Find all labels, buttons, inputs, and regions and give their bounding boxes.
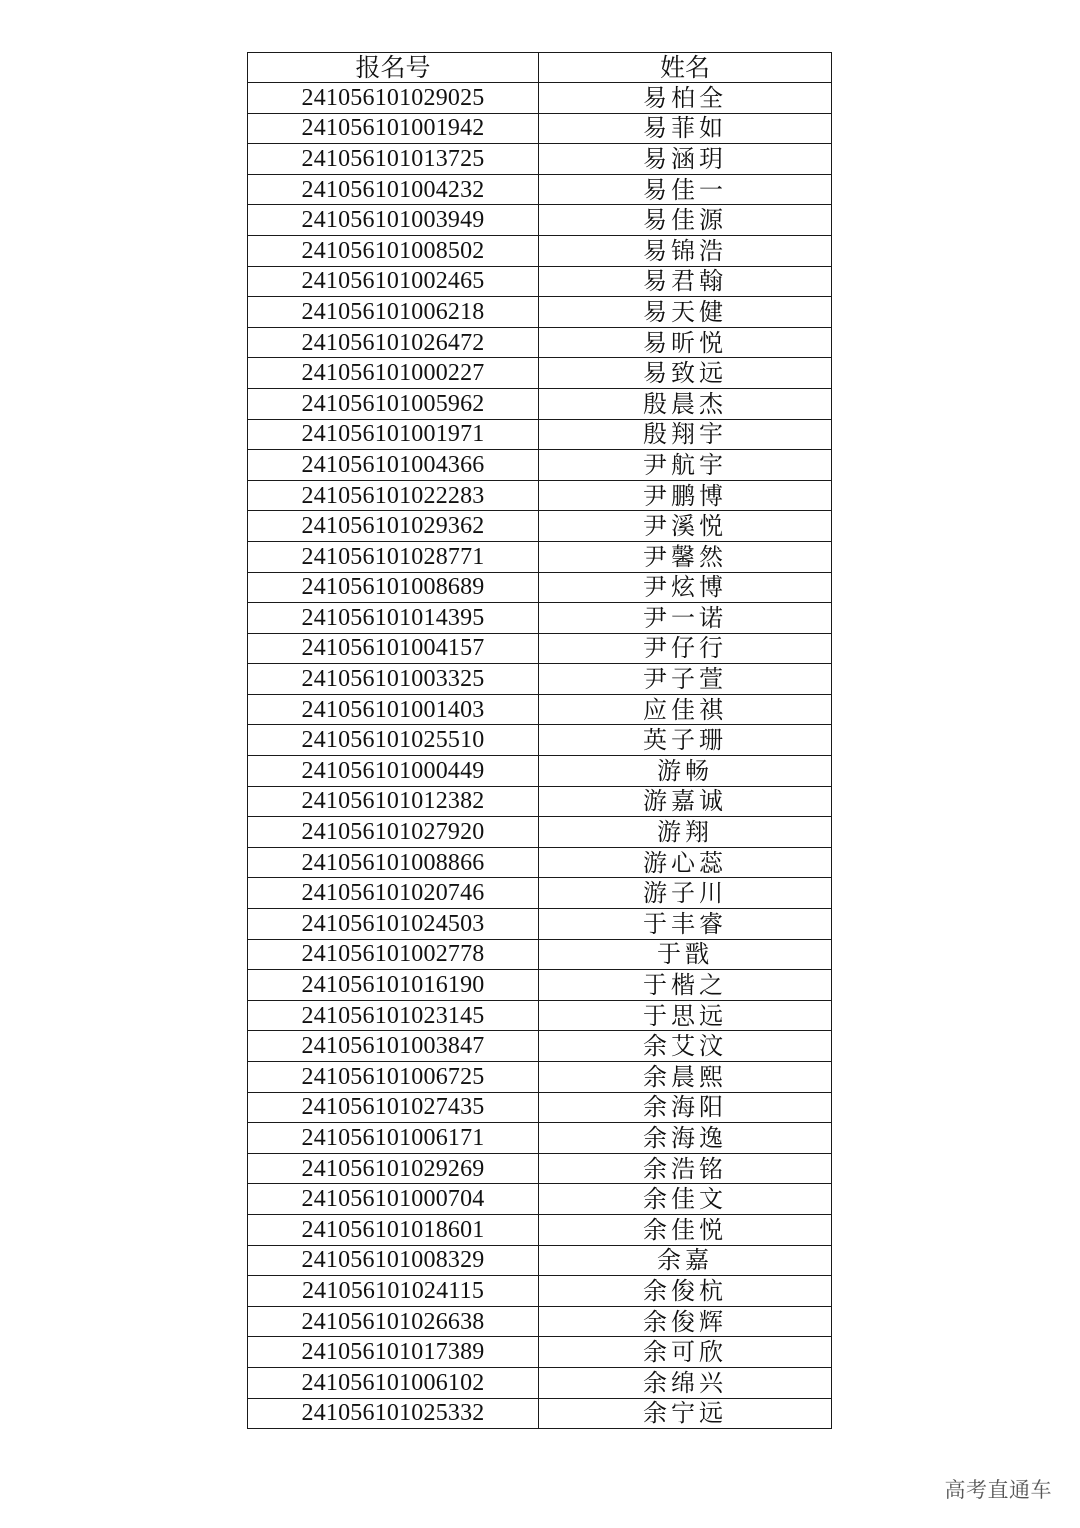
name-cell: 游翔 <box>539 817 832 848</box>
registration-number-cell: 241056101006218 <box>248 297 539 328</box>
registration-number-cell: 241056101014395 <box>248 603 539 634</box>
name-cell: 尹溪悦 <box>539 511 832 542</box>
registration-number-cell: 241056101001971 <box>248 419 539 450</box>
name-cell: 易锦浩 <box>539 235 832 266</box>
name-cell: 余俊杭 <box>539 1276 832 1307</box>
name-cell: 余嘉 <box>539 1245 832 1276</box>
table-row <box>248 1153 832 1184</box>
table-row <box>248 572 832 603</box>
registration-number-cell: 241056101006171 <box>248 1123 539 1154</box>
table-row <box>248 235 832 266</box>
name-cell: 余海逸 <box>539 1123 832 1154</box>
registration-number-cell: 241056101018601 <box>248 1214 539 1245</box>
name-cell: 英子珊 <box>539 725 832 756</box>
table-row <box>248 1031 832 1062</box>
registration-number-cell: 241056101000704 <box>248 1184 539 1215</box>
registration-number-cell: 241056101001942 <box>248 113 539 144</box>
name-cell: 余绵兴 <box>539 1367 832 1398</box>
name-cell: 游子川 <box>539 878 832 909</box>
table-row <box>248 144 832 175</box>
name-cell: 余浩铭 <box>539 1153 832 1184</box>
registration-number-cell: 241056101029025 <box>248 83 539 114</box>
registration-number-cell: 241056101006725 <box>248 1062 539 1093</box>
registration-number-cell: 241056101004366 <box>248 450 539 481</box>
registration-number-cell: 241056101004157 <box>248 633 539 664</box>
table-row <box>248 603 832 634</box>
table-header-row <box>248 53 832 83</box>
name-cell: 于丰睿 <box>539 909 832 940</box>
table-body <box>248 83 832 1429</box>
table-row <box>248 1367 832 1398</box>
registration-number-cell: 241056101028771 <box>248 541 539 572</box>
registration-number-cell: 241056101001403 <box>248 694 539 725</box>
name-cell: 游嘉诚 <box>539 786 832 817</box>
registration-number-cell: 241056101005962 <box>248 388 539 419</box>
registration-number-cell: 241056101002465 <box>248 266 539 297</box>
table-row <box>248 1062 832 1093</box>
name-cell: 易君翰 <box>539 266 832 297</box>
table-row <box>248 1184 832 1215</box>
name-cell: 易菲如 <box>539 113 832 144</box>
name-cell: 余宁远 <box>539 1398 832 1429</box>
table-row <box>248 297 832 328</box>
table-row <box>248 694 832 725</box>
table-row <box>248 1276 832 1307</box>
registration-number-cell: 241056101016190 <box>248 970 539 1001</box>
table-row <box>248 419 832 450</box>
registration-number-cell: 241056101008866 <box>248 847 539 878</box>
table-row <box>248 1214 832 1245</box>
table-row <box>248 541 832 572</box>
name-cell: 尹鹏博 <box>539 480 832 511</box>
registration-number-cell: 241056101003847 <box>248 1031 539 1062</box>
registration-number-cell: 241056101006102 <box>248 1367 539 1398</box>
name-cell: 于戬 <box>539 939 832 970</box>
table-row <box>248 909 832 940</box>
name-cell: 殷晨杰 <box>539 388 832 419</box>
registration-number-cell: 241056101027435 <box>248 1092 539 1123</box>
registration-number-cell: 241056101025332 <box>248 1398 539 1429</box>
name-cell: 余佳悦 <box>539 1214 832 1245</box>
registration-number-cell: 241056101004232 <box>248 174 539 205</box>
table-row <box>248 388 832 419</box>
registration-number-cell: 241056101002778 <box>248 939 539 970</box>
table-row <box>248 1306 832 1337</box>
registration-number-cell: 241056101008689 <box>248 572 539 603</box>
watermark-text: 高考直通车 <box>944 1478 1052 1502</box>
registration-number-cell: 241056101003949 <box>248 205 539 236</box>
table-row <box>248 1000 832 1031</box>
name-cell: 尹子萱 <box>539 664 832 695</box>
registration-number-cell: 241056101020746 <box>248 878 539 909</box>
registration-number-cell: 241056101023145 <box>248 1000 539 1031</box>
table-row <box>248 817 832 848</box>
name-cell: 应佳祺 <box>539 694 832 725</box>
registration-number-cell: 241056101008502 <box>248 235 539 266</box>
name-cell: 尹馨然 <box>539 541 832 572</box>
table-row <box>248 358 832 389</box>
registration-table <box>247 52 832 1429</box>
table-row <box>248 480 832 511</box>
name-cell: 于思远 <box>539 1000 832 1031</box>
table-row <box>248 970 832 1001</box>
name-cell: 余艾汶 <box>539 1031 832 1062</box>
table-row <box>248 511 832 542</box>
name-cell: 游畅 <box>539 756 832 787</box>
registration-number-cell: 241056101026638 <box>248 1306 539 1337</box>
table-row <box>248 939 832 970</box>
table-row <box>248 786 832 817</box>
table-row <box>248 664 832 695</box>
table-row <box>248 1337 832 1368</box>
registration-number-cell: 241056101027920 <box>248 817 539 848</box>
registration-number-cell: 241056101029362 <box>248 511 539 542</box>
name-cell: 尹炫博 <box>539 572 832 603</box>
name-cell: 殷翔宇 <box>539 419 832 450</box>
name-cell: 易佳源 <box>539 205 832 236</box>
registration-number-cell: 241056101024115 <box>248 1276 539 1307</box>
registration-number-cell: 241056101013725 <box>248 144 539 175</box>
table-row <box>248 327 832 358</box>
registration-number-cell: 241056101029269 <box>248 1153 539 1184</box>
registration-number-cell: 241056101000449 <box>248 756 539 787</box>
name-cell: 易涵玥 <box>539 144 832 175</box>
table-row <box>248 205 832 236</box>
table-row <box>248 633 832 664</box>
registration-number-cell: 241056101022283 <box>248 480 539 511</box>
registration-number-cell: 241056101025510 <box>248 725 539 756</box>
table-row <box>248 113 832 144</box>
table-row <box>248 1123 832 1154</box>
name-cell: 易天健 <box>539 297 832 328</box>
name-cell: 于楷之 <box>539 970 832 1001</box>
registration-number-cell: 241056101026472 <box>248 327 539 358</box>
table-row <box>248 266 832 297</box>
name-cell: 余海阳 <box>539 1092 832 1123</box>
name-cell: 易柏全 <box>539 83 832 114</box>
name-cell: 余可欣 <box>539 1337 832 1368</box>
name-cell: 余佳文 <box>539 1184 832 1215</box>
registration-number-cell: 241056101008329 <box>248 1245 539 1276</box>
header-name: 姓名 <box>539 53 832 83</box>
registration-number-cell: 241056101012382 <box>248 786 539 817</box>
table-row <box>248 847 832 878</box>
table-row <box>248 1398 832 1429</box>
table-row <box>248 450 832 481</box>
name-cell: 余俊辉 <box>539 1306 832 1337</box>
name-cell: 游心蕊 <box>539 847 832 878</box>
table-row <box>248 1245 832 1276</box>
name-cell: 尹仔行 <box>539 633 832 664</box>
name-cell: 易致远 <box>539 358 832 389</box>
name-cell: 余晨熙 <box>539 1062 832 1093</box>
name-cell: 尹航宇 <box>539 450 832 481</box>
name-cell: 易佳一 <box>539 174 832 205</box>
registration-number-cell: 241056101000227 <box>248 358 539 389</box>
registration-number-cell: 241056101017389 <box>248 1337 539 1368</box>
header-registration-number: 报名号 <box>248 53 539 83</box>
registration-number-cell: 241056101003325 <box>248 664 539 695</box>
table-row <box>248 1092 832 1123</box>
registration-number-cell: 241056101024503 <box>248 909 539 940</box>
table-row <box>248 83 832 114</box>
name-cell: 尹一诺 <box>539 603 832 634</box>
table-row <box>248 878 832 909</box>
table-row <box>248 174 832 205</box>
name-cell: 易昕悦 <box>539 327 832 358</box>
table-row <box>248 725 832 756</box>
table-row <box>248 756 832 787</box>
